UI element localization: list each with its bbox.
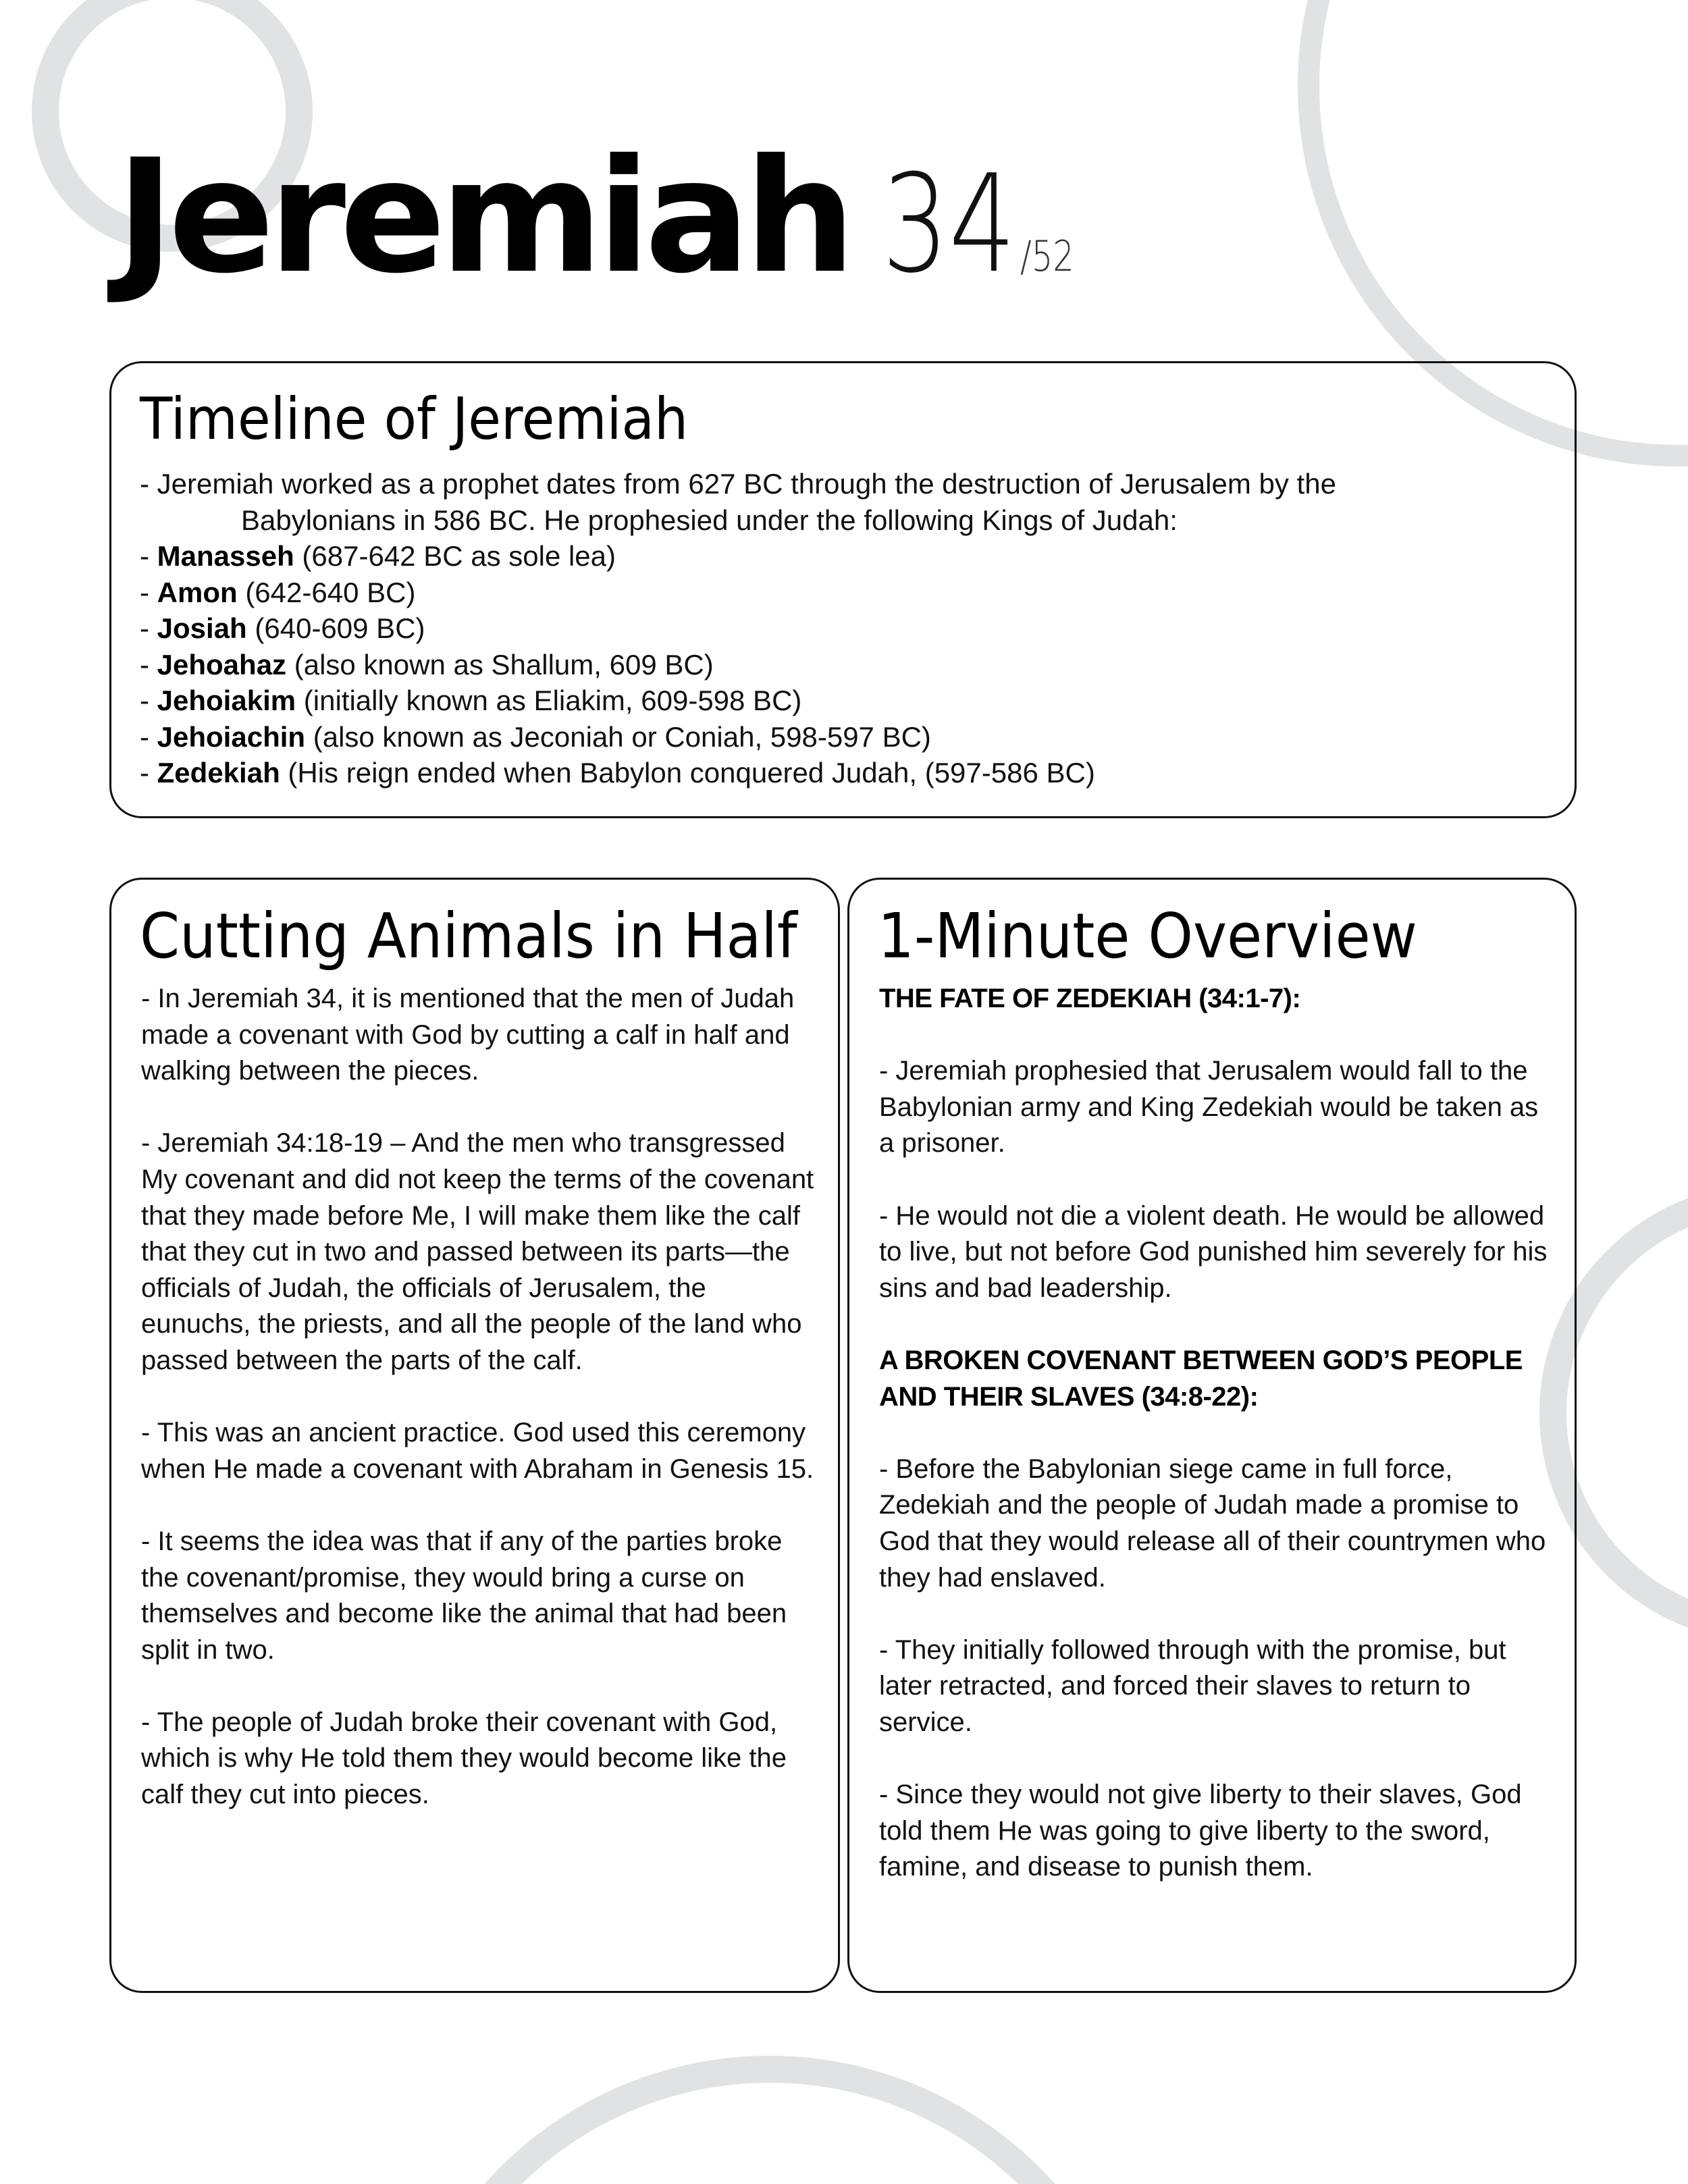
book-title: Jeremiah <box>116 126 850 308</box>
cutting-animals-paragraph: - It seems the idea was that if any of the parties broke the covenant/promise, they would bring a curse on themselves and become like the animal that had been split in two. <box>141 1526 787 1665</box>
king-reign: (also known as Jeconiah or Coniah, 598-597 BC) <box>305 720 931 753</box>
king-reign: (687-642 BC as sole lea) <box>294 540 616 572</box>
cutting-animals-paragraph: - In Jeremiah 34, it is mentioned that the men of Judah made a covenant with God by cutting a calf in half and walking between the pieces. <box>141 984 795 1086</box>
king-item <box>140 755 1548 791</box>
cutting-animals-body <box>141 981 818 1849</box>
overview-paragraph: - They initially followed through with the promise, but later retracted, and forced their slaves to return to service. <box>879 1634 1506 1737</box>
king-bullet: - <box>140 540 157 572</box>
king-item <box>140 683 1548 719</box>
overview-paragraph: - Since they would not give liberty to their slaves, God told them He was going to give liberty to the sword, famine, and disease to punish them. <box>879 1780 1522 1882</box>
king-bullet: - <box>140 685 157 716</box>
king-bullet: - <box>140 612 157 644</box>
king-name: Manasseh <box>157 540 294 572</box>
timeline-intro-line-2: Babylonians in 586 BC. He prophesied under the following Kings of Judah: <box>241 504 1178 536</box>
king-item <box>140 538 1548 575</box>
king-reign: (also known as Shallum, 609 BC) <box>286 648 714 681</box>
king-item <box>140 575 1548 611</box>
overview-paragraph: - He would not die a violent death. He would be allowed to live, but not before God punished him severely for his sins and bad leadership. <box>879 1200 1548 1303</box>
timeline-card <box>109 361 1577 818</box>
chapter-number: 34 <box>882 146 1016 303</box>
timeline-intro-line-1: - Jeremiah worked as a prophet dates from 627 BC through the destruction of Jerusalem by the <box>140 468 1336 500</box>
king-name: Jehoiachin <box>157 720 306 753</box>
kings-list <box>140 538 1548 791</box>
cutting-animals-paragraph: - This was an ancient practice. God used this ceremony when He made a covenant with Abraham in Genesis 15. <box>141 1418 814 1484</box>
chapter-total: /52 <box>1020 232 1074 281</box>
king-reign: (initially known as Eliakim, 609-598 BC) <box>296 685 802 716</box>
king-item <box>140 647 1548 683</box>
king-item <box>140 719 1548 755</box>
king-bullet: - <box>140 757 157 789</box>
overview-paragraph: - Jeremiah prophesied that Jerusalem would fall to the Babylonian army and King Zedekiah would be taken as a prisoner. <box>879 1056 1539 1158</box>
cutting-animals-paragraph: - Jeremiah 34:18-19 – And the men who transgressed My covenant and did not keep the terms of the covenant that they made before Me, I will make them like the calf that they cut in two and passed between its parts—the officials of Judah, the officials of Jerusalem, the eunuchs, the priests, and all the people of the land who passed between the parts of the calf. <box>141 1128 814 1375</box>
page-title <box>116 126 1088 308</box>
cutting-animals-card <box>109 878 840 1993</box>
overview-subheading: THE FATE OF ZEDEKIAH (34:1-7): <box>879 984 1301 1013</box>
timeline-heading: Timeline of Jeremiah <box>140 385 689 453</box>
overview-card <box>847 878 1577 1993</box>
cutting-animals-heading: Cutting Animals in Half <box>140 900 797 972</box>
king-bullet: - <box>140 576 157 608</box>
king-item <box>140 610 1548 647</box>
king-reign: (His reign ended when Babylon conquered Judah, (597-586 BC) <box>280 757 1095 789</box>
king-name: Jehoahaz <box>157 648 287 681</box>
overview-body <box>879 981 1554 1921</box>
king-bullet: - <box>140 720 157 753</box>
king-reign: (640-609 BC) <box>246 612 425 644</box>
king-name: Jehoiakim <box>157 685 296 716</box>
king-bullet: - <box>140 648 157 681</box>
cutting-animals-paragraph: - The people of Judah broke their covenant with God, which is why He told them they would become like the calf they cut into pieces. <box>141 1707 787 1810</box>
timeline-body <box>140 466 1548 791</box>
overview-heading: 1-Minute Overview <box>878 900 1417 972</box>
king-name: Zedekiah <box>157 757 280 789</box>
king-name: Josiah <box>157 612 247 644</box>
ring-bottom-icon <box>402 2069 1138 2184</box>
king-reign: (642-640 BC) <box>237 576 416 608</box>
overview-paragraph: - Before the Babylonian siege came in full force, Zedekiah and the people of Judah made a promise to God that they would release all of their countrymen who they had enslaved. <box>879 1454 1546 1593</box>
overview-subheading: A BROKEN COVENANT BETWEEN GOD’S PEOPLE AND THEIR SLAVES (34:8-22): <box>879 1345 1523 1412</box>
king-name: Amon <box>157 576 238 608</box>
